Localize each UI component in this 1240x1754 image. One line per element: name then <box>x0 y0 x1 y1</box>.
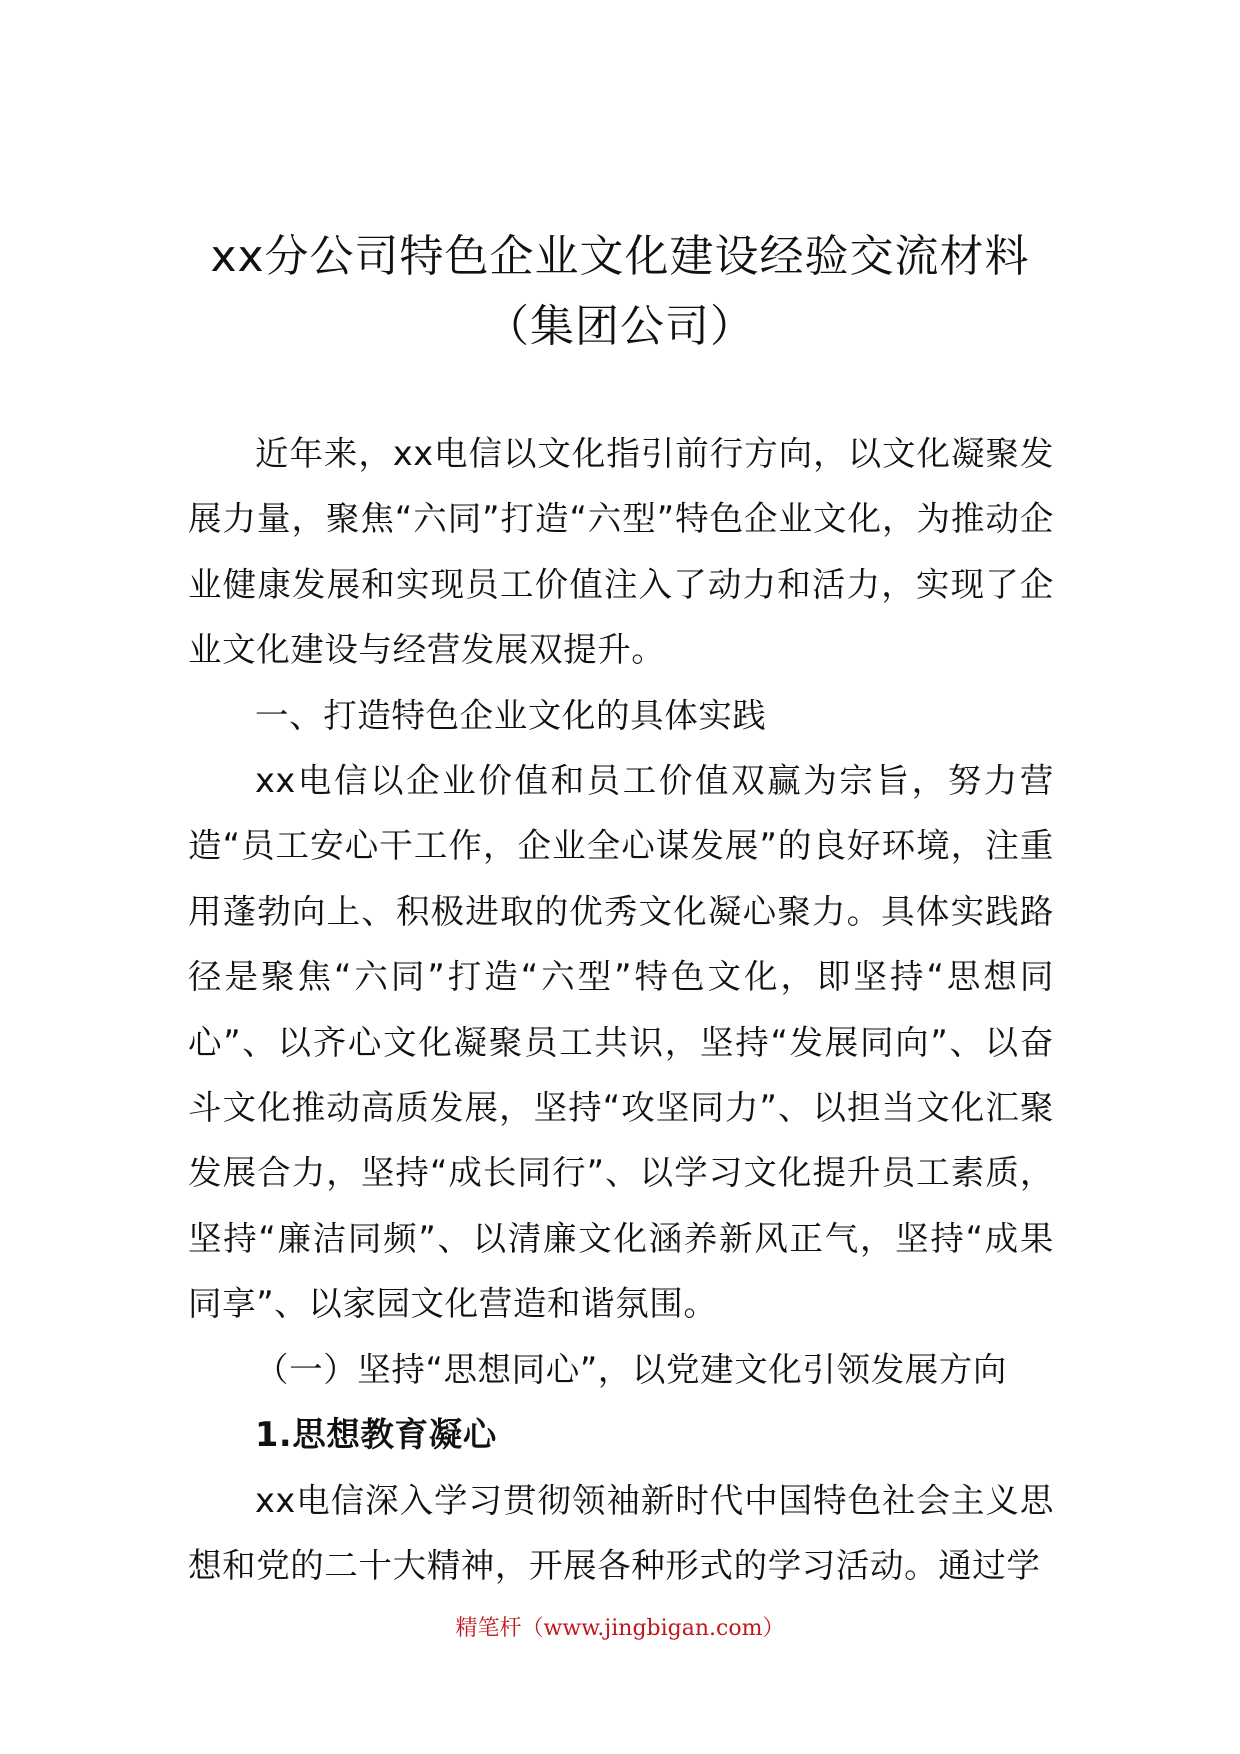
body-paragraph: xx电信以企业价值和员工价值双赢为宗旨，努力营造“员工安心干工作，企业全心谋发展”的良好环境，注重用蓬勃向上、积极进取的优秀文化凝心聚力。具体实践路径是聚焦“六同”打造“六型”特色文化，即坚持“思想同心”、以齐心文化凝聚员工共识，坚持“发展同向”、以奋斗文化推动高质发展，坚持“攻坚同力”、以担当文化汇聚发展合力，坚持“成长同行”、以学习文化提升员工素质，坚持“廉洁同频”、以清廉文化涵养新风正气，坚持“成果同享”、以家园文化营造和谐氛围。 <box>188 761 1054 1324</box>
footer-watermark: 精笔杆（www.jingbigan.com） <box>455 1616 785 1641</box>
intro-paragraph: 近年来，xx电信以文化指引前行方向，以文化凝聚发展力量，聚焦“六同”打造“六型”特色企业文化，为推动企业健康发展和实现员工价值注入了动力和活力，实现了企业文化建设与经营发展双提升。 <box>188 434 1054 670</box>
subsection-heading: （一）坚持“思想同心”，以党建文化引领发展方向 <box>255 1349 1008 1389</box>
section-heading: 一、打造特色企业文化的具体实践 <box>255 695 767 735</box>
document-body <box>188 421 1054 1598</box>
item-heading: 1.思想教育凝心 <box>255 1415 497 1455</box>
body-paragraph-continued: xx电信深入学习贯彻领袖新时代中国特色社会主义思想和党的二十大精神，开展各种形式的学习活动。通过学 <box>188 1480 1054 1585</box>
document-title: xx分公司特色企业文化建设经验交流材料 <box>210 231 1030 282</box>
document-subtitle: （集团公司） <box>485 301 755 352</box>
